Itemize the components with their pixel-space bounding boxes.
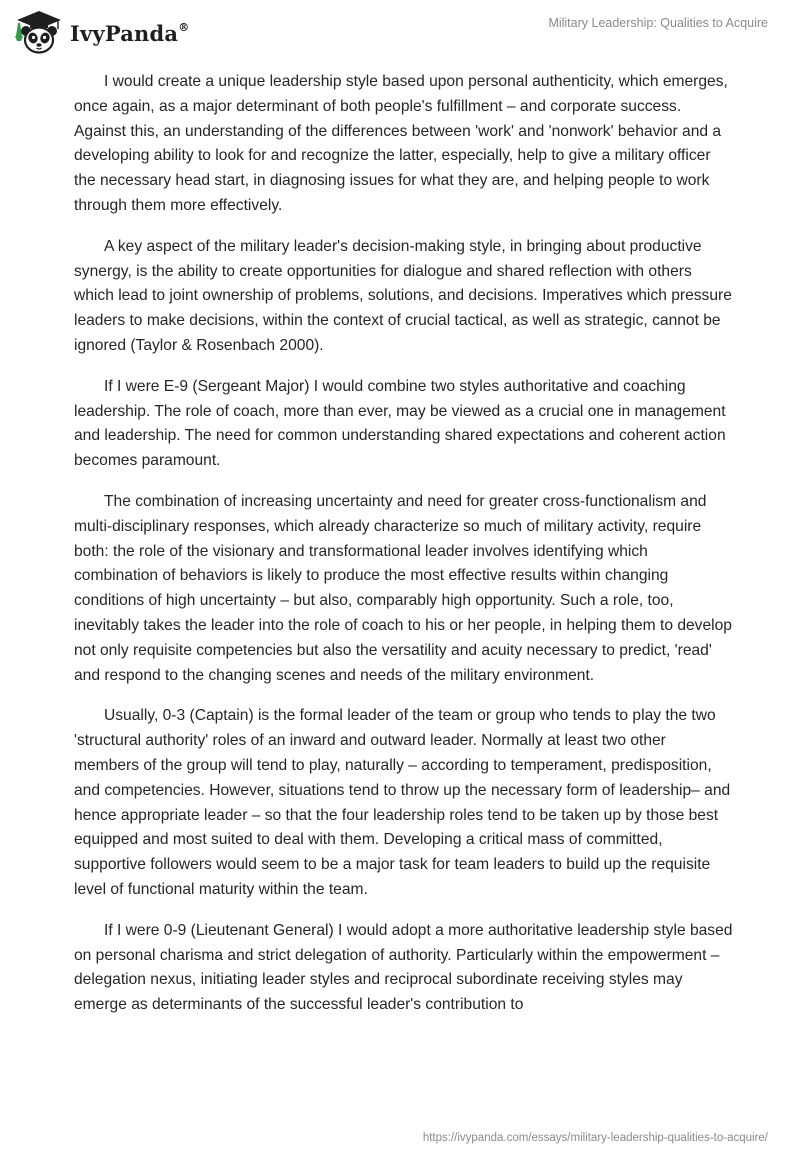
paragraph: I would create a unique leadership style based upon personal authenticity, which emerges, once again, as a major determinant of both people's fulfillment – and corporate success. Against this, an understanding of the differences between 'work' and 'nonwork' behavior and a developing ability to look for and recognize the latter, especially, help to give a military officer the necessary head start, in diagnosing issues for what they are, and helping people to work through them more effectively. <box>74 73 728 214</box>
brand-logo[interactable] <box>14 8 189 56</box>
essay-body <box>74 70 734 1034</box>
brand-name: IvyPanda® <box>70 20 190 46</box>
paragraph: The combination of increasing uncertainty and need for greater cross-functionalism and multi-disciplinary responses, which already characterize so much of military activity, require both: the role of the visionary and transformational leader involves identifying which combination of behaviors is likely to produce the most effective results within changing conditions of high uncertainty – but also, comparably high opportunity. Such a role, too, inevitably takes the leader into the role of coach to his or her people, in helping them to develop not only requisite competencies but also the versatility and acuity necessary to predict, 'read' and respond to the changing scenes and needs of the military environment. <box>74 492 732 684</box>
paragraph: If I were E-9 (Sergeant Major) I would combine two styles authoritative and coaching leadership. The role of coach, more than ever, may be viewed as a crucial one in management and leadership. The need for common understanding shared expectations and coherent action becomes paramount. <box>74 377 726 470</box>
paragraph: A key aspect of the military leader's decision-making style, in bringing about productive synergy, is the ability to create opportunities for dialogue and shared reflection with others which lead to joint ownership of problems, solutions, and decisions. Imperatives which pressure leaders to make decisions, within the context of crucial tactical, as well as strategic, cannot be ignored (Taylor & Rosenbach 2000). <box>74 237 732 354</box>
source-url[interactable]: https://ivypanda.com/essays/military-leadership-qualities-to-acquire/ <box>422 1132 768 1144</box>
paragraph: If I were 0-9 (Lieutenant General) I would adopt a more authoritative leadership style based on personal charisma and strict delegation of authority. Particularly within the empowerment – delegation nexus, initiating leader styles and reciprocal subordinate receiving styles may emerge as determinants of the successful leader's contribution to <box>74 921 733 1014</box>
registered-mark: ® <box>178 20 190 34</box>
page-header <box>0 0 800 62</box>
paragraph: Usually, 0-3 (Captain) is the formal leader of the team or group who tends to play the two 'structural authority' roles of an inward and outward leader. Normally at least two other members of the group will tend to play, naturally – according to temperament, predisposition, and competencies. However, situations tend to throw up the necessary form of leadership– and hence appropriate leader – so that the four leadership roles tend to be taken up by those best equipped and most suited to deal with them. Developing a critical mass of committed, supportive followers would seem to be a major task for team leaders to build up the requisite level of functional maturity within the team. <box>74 707 731 898</box>
essay-title: Military Leadership: Qualities to Acquire <box>548 16 768 30</box>
panda-graduate-icon <box>14 9 64 55</box>
